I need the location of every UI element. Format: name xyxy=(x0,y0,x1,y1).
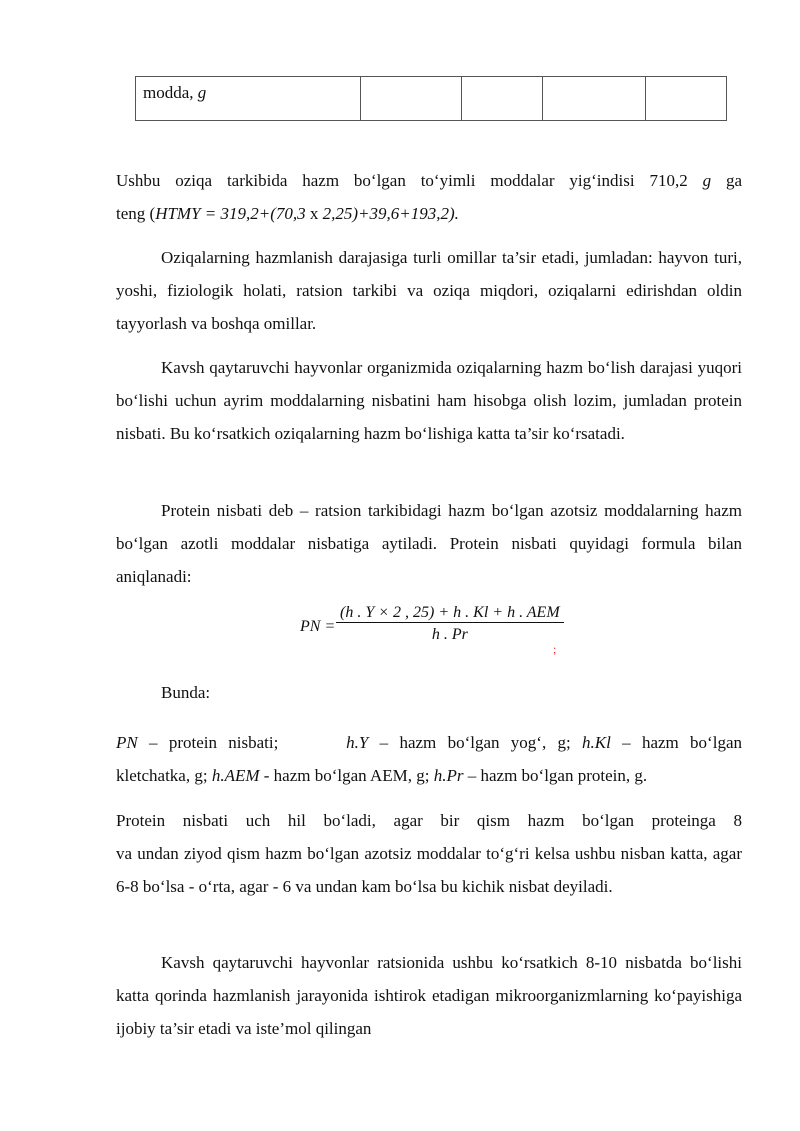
table-row xyxy=(136,77,727,121)
table-cell-label: modda, g xyxy=(136,77,361,121)
paragraph-1-line-2: teng (HTMY = 319,2+(70,3 x 2,25)+39,6+193,2). xyxy=(116,204,459,223)
formula-numerator: (h . Y × 2 , 25) + h . Kl + h . AEM xyxy=(336,604,564,623)
data-table-fragment xyxy=(135,76,727,121)
paragraph-2: Oziqalarning hazmlanish darajasiga turli omillar ta’sir etadi, jumladan: hayvon turi, yoshi, fiziologik holati, ratsion tarkibi va oziqa miqdori, oziqalarni edirishdan oldin tayyorlash va boshqa omillar. xyxy=(116,248,742,333)
paragraph-5-rest: va undan ziyod qism hazm boʻlgan azotsiz moddalar toʻgʻri kelsa ushbu nisban katta, agar 6-8 boʻlsa - oʻrta, agar - 6 va undan kam boʻlsa bu kichik nisbat deyiladi. xyxy=(116,844,742,896)
paragraph-3: Kavsh qaytaruvchi hayvonlar organizmida oziqalarning hazm boʻlish darajasi yuqori boʻlishi uchun ayrim moddalarning nisbatini ham hisobga olish lozim, jumladan protein nisbati. Bu koʻrsatkich oziqalarning hazm boʻlishiga katta ta’sir koʻrsatadi. xyxy=(116,358,742,443)
formula-fraction xyxy=(336,604,564,644)
paragraph-1-line-1: Ushbu oziqa tarkibida hazm boʻlgan toʻyimli moddalar yigʻindisi 710,2 g ga xyxy=(116,171,742,190)
legend-line-1: PN – protein nisbati; h.Y – hazm boʻlgan yogʻ, g; h.Kl – hazm boʻlgan xyxy=(116,733,742,752)
table-cell xyxy=(543,77,646,121)
table-cell xyxy=(462,77,543,121)
paragraph-5-line-1: Protein nisbati uch hil boʻladi, agar bir qism hazm boʻlgan proteinga 8 xyxy=(116,811,742,830)
table-cell xyxy=(361,77,462,121)
table-cell xyxy=(646,77,727,121)
formula-trailing-mark: ; xyxy=(553,642,557,656)
formula-lhs: PN = xyxy=(300,618,336,635)
paragraph-6: Kavsh qaytaruvchi hayvonlar ratsionida ushbu koʻrsatkich 8-10 nisbatda boʻlishi katta qorinda hazmlanish jarayonida ishtirok etadigan mikroorganizmlarning koʻpayishiga ijobiy ta’sir etadi va iste’mol qilingan xyxy=(116,953,742,1038)
paragraph-4: Protein nisbati deb – ratsion tarkibidagi hazm boʻlgan azotsiz moddalarning hazm boʻlgan azotli moddalar nisbatiga aytiladi. Protein nisbati quyidagi formula bilan aniqlanadi: xyxy=(116,501,742,586)
legend-line-2: kletchatka, g; h.AEM - hazm boʻlgan AEM, g; h.Pr – hazm boʻlgan protein, g. xyxy=(116,766,648,785)
bunda-label: Bunda: xyxy=(161,683,211,702)
formula-denominator: h . Pr xyxy=(431,626,468,643)
